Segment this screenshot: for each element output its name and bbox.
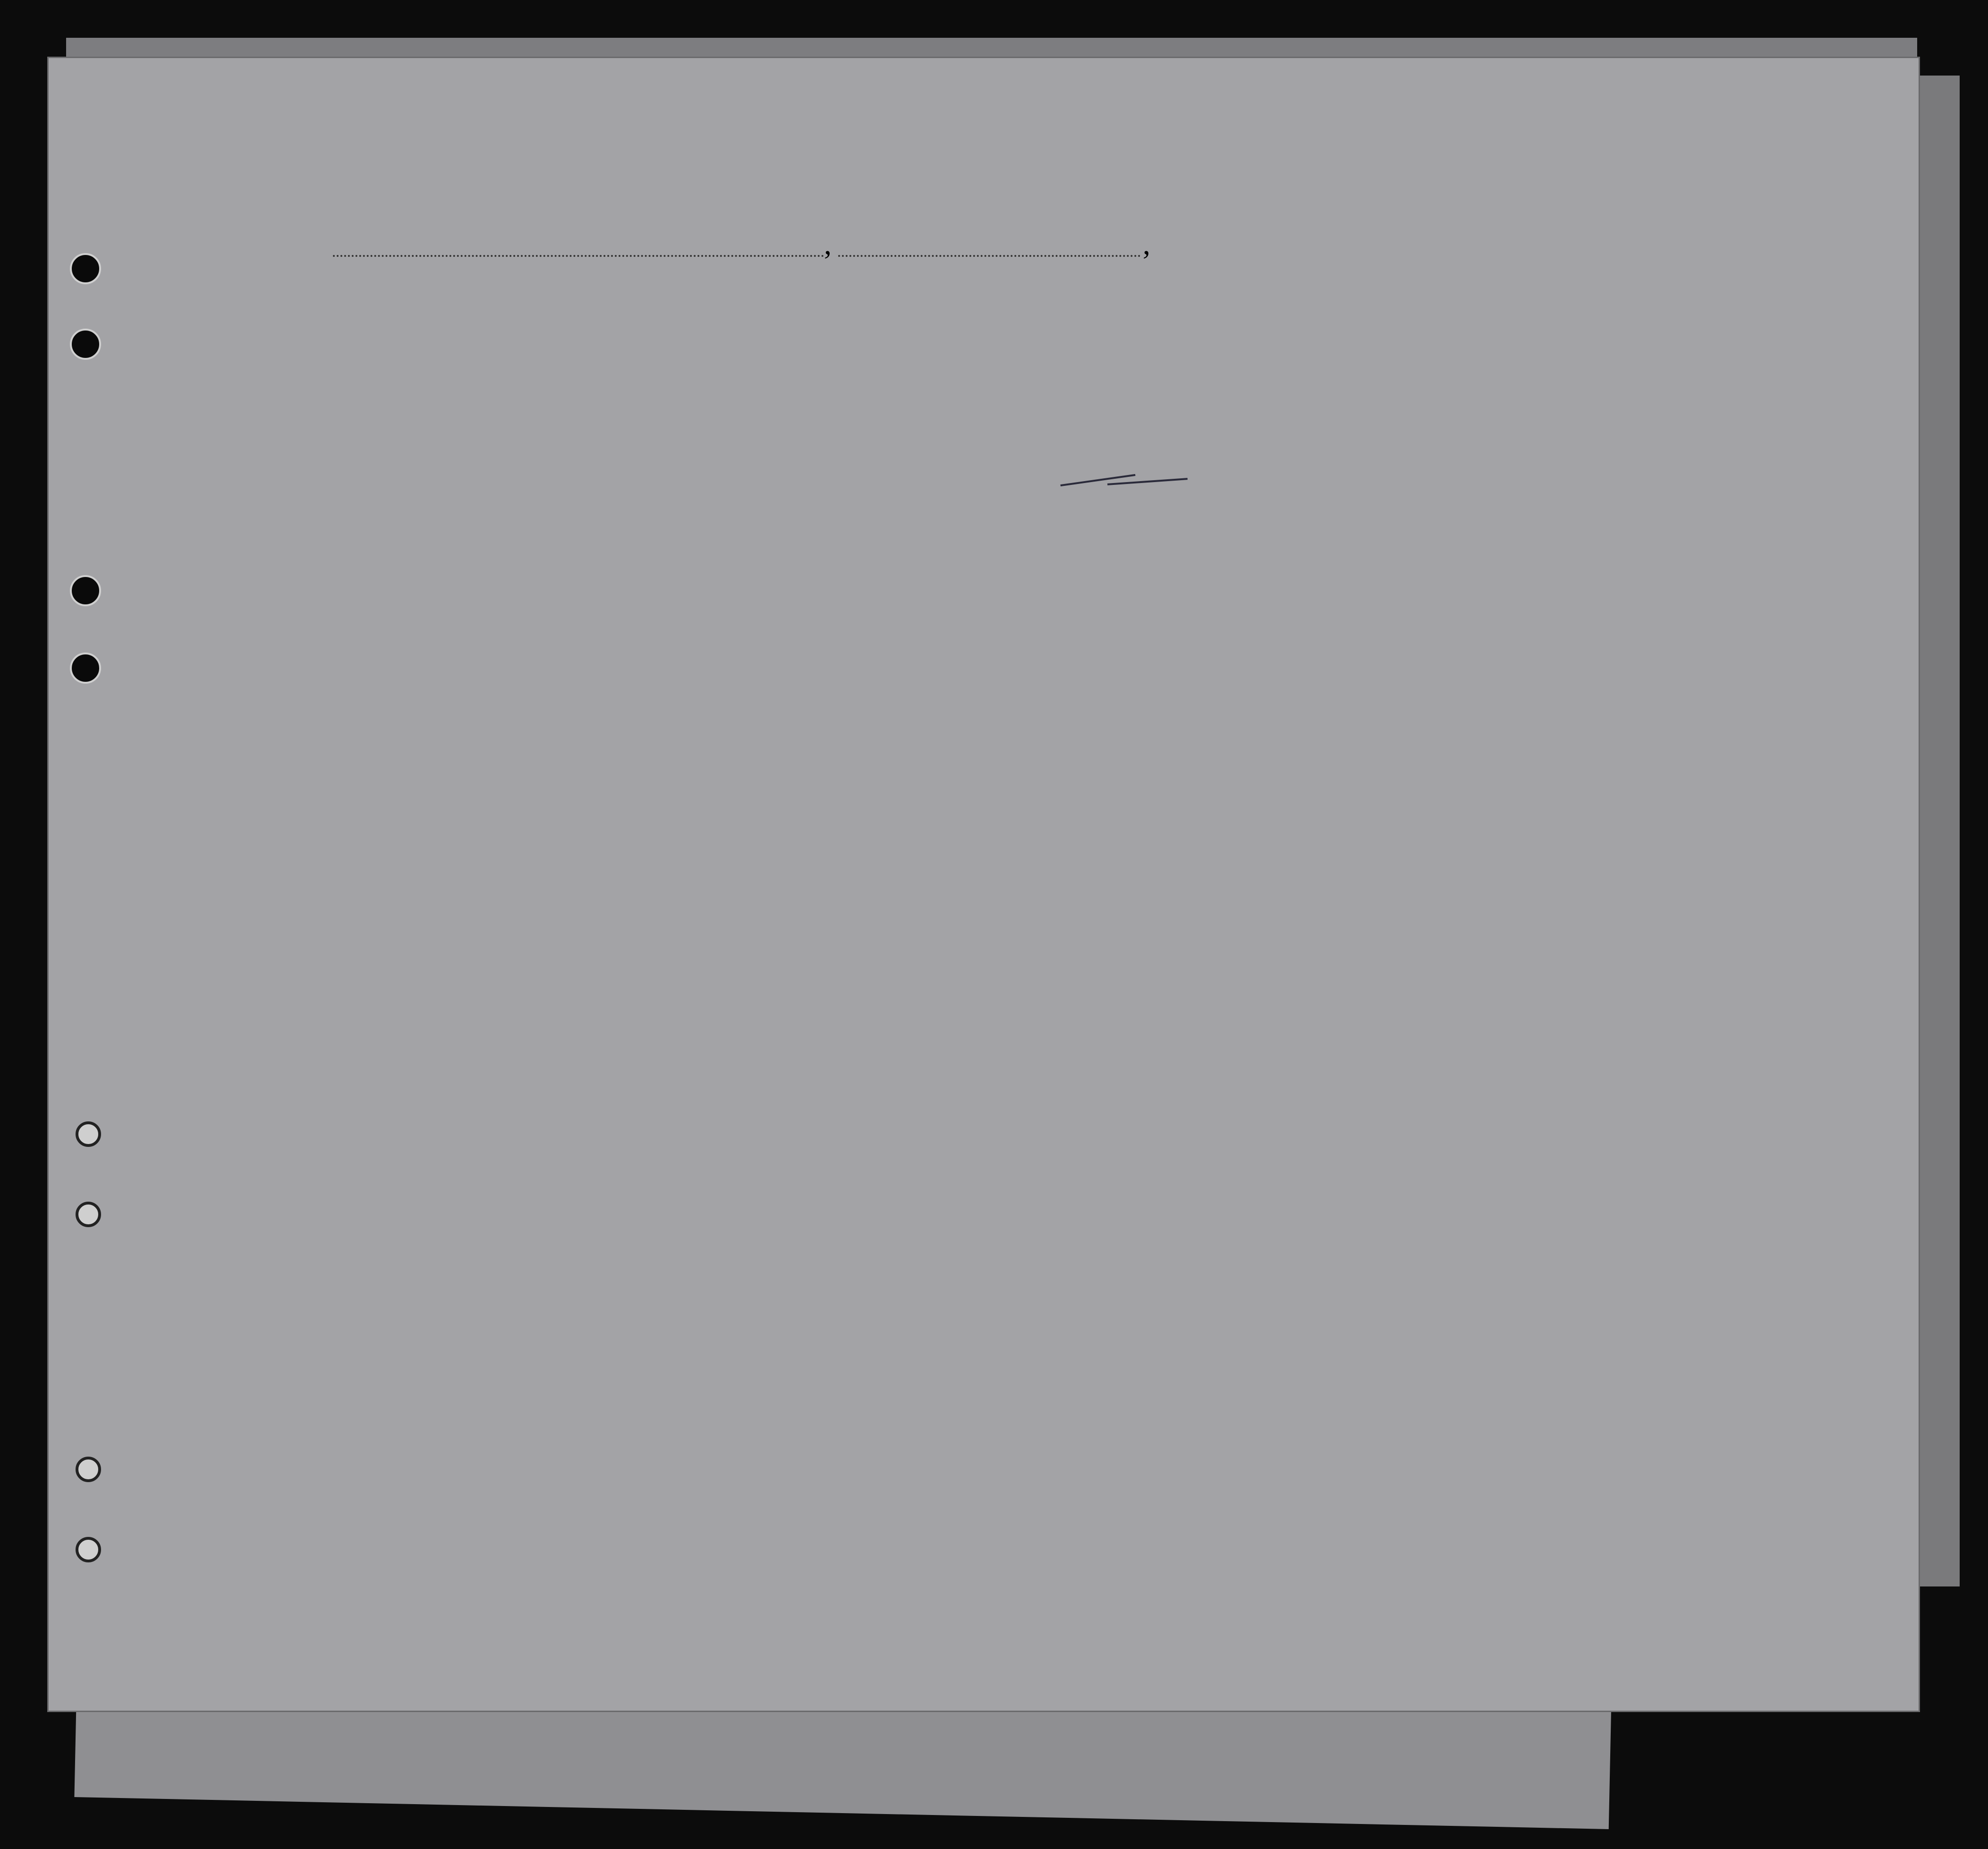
comma: , <box>1143 227 1150 261</box>
comma: , <box>824 227 832 261</box>
